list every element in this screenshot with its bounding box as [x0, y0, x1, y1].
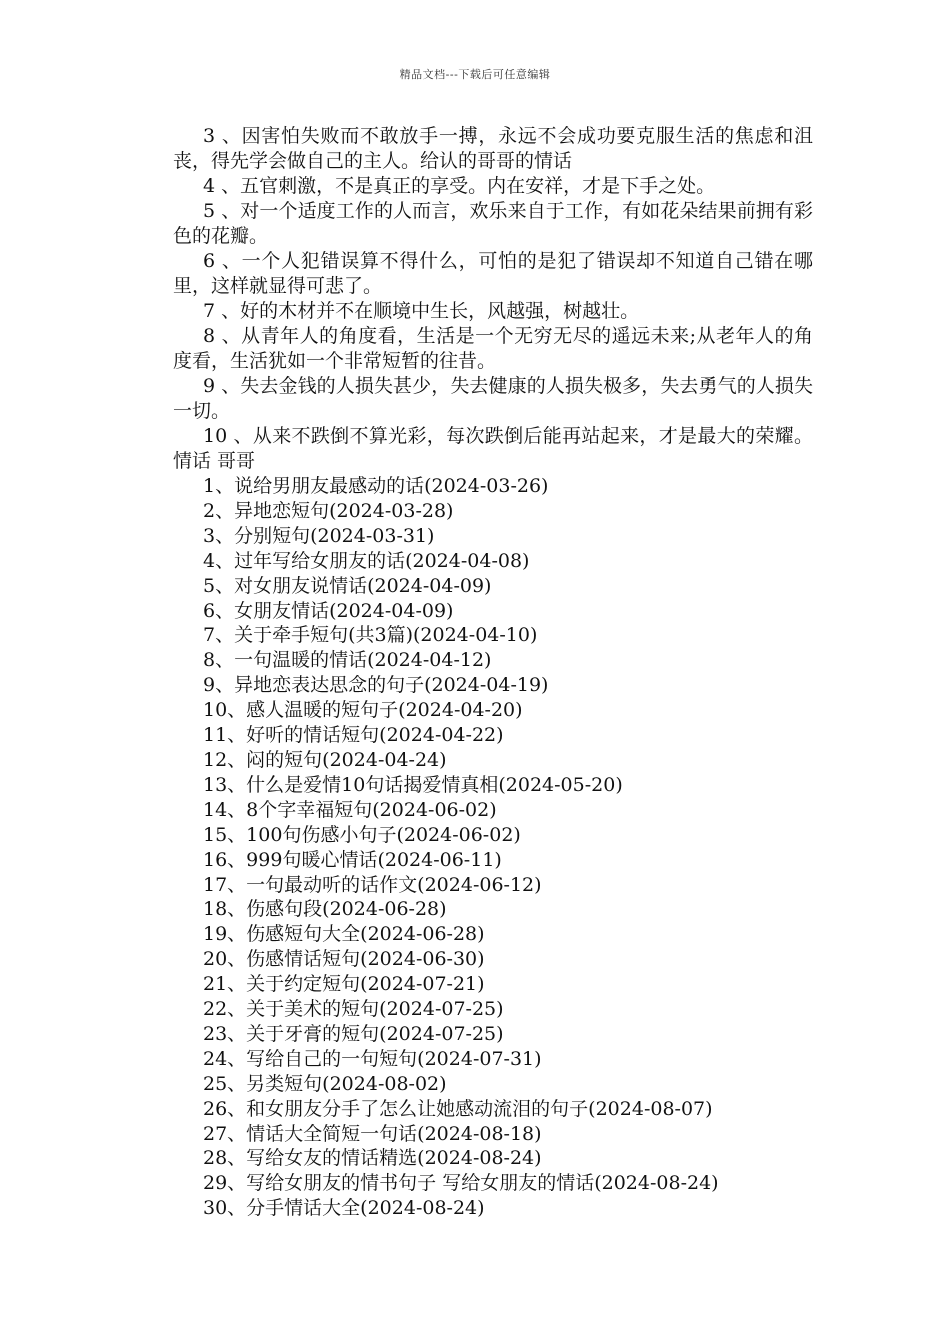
list-item[interactable]: 15、100句伤感小句子(2024-06-02)	[203, 823, 521, 846]
list-item[interactable]: 19、伤感短句大全(2024-06-28)	[203, 923, 485, 946]
list-item[interactable]: 28、写给女友的情话精选(2024-08-24)	[203, 1147, 542, 1170]
paragraph-7: 7 、好的木材并不在顺境中生长，风越强，树越壮。	[203, 300, 640, 322]
list-item[interactable]: 22、关于美术的短句(2024-07-25)	[203, 998, 504, 1021]
list-item[interactable]: 25、另类短句(2024-08-02)	[203, 1072, 447, 1095]
list-item[interactable]: 12、闷的短句(2024-04-24)	[203, 748, 447, 771]
paragraph-6: 6 、一个人犯错误算不得什么，可怕的是犯了错误却不知道自己错在哪里，这样就显得可悲了。	[173, 250, 813, 297]
list-item[interactable]: 14、8个字幸福短句(2024-06-02)	[203, 798, 497, 821]
list-item[interactable]: 1、说给男朋友最感动的话(2024-03-26)	[203, 475, 549, 497]
list-item[interactable]: 29、写给女朋友的情书句子 写给女朋友的情话(2024-08-24)	[203, 1172, 719, 1195]
paragraph-4: 4 、五官刺激，不是真正的享受。内在安祥，才是下手之处。	[203, 175, 716, 197]
paragraph-9: 9 、失去金钱的人损失甚少，失去健康的人损失极多，失去勇气的人损失一切。	[173, 375, 813, 422]
list-item[interactable]: 6、女朋友情话(2024-04-09)	[203, 599, 454, 622]
list-item[interactable]: 27、情话大全简短一句话(2024-08-18)	[203, 1122, 542, 1145]
list-item[interactable]: 30、分手情话大全(2024-08-24)	[203, 1197, 485, 1220]
list-item[interactable]: 7、关于牵手短句(共3篇)(2024-04-10)	[203, 624, 538, 647]
paragraph-3: 3 、因害怕失败而不敢放手一搏，永远不会成功要克服生活的焦虑和沮丧，得先学会做自己的主人。给认的哥哥的情话	[173, 125, 813, 172]
list-item[interactable]: 20、伤感情话短句(2024-06-30)	[203, 948, 485, 971]
list-item[interactable]: 11、好听的情话短句(2024-04-22)	[203, 724, 504, 747]
list-item[interactable]: 9、异地恋表达思念的句子(2024-04-19)	[203, 674, 549, 697]
list-item[interactable]: 16、999句暖心情话(2024-06-11)	[203, 848, 502, 871]
list-item[interactable]: 23、关于牙膏的短句(2024-07-25)	[203, 1022, 504, 1045]
paragraph-8: 8 、从青年人的角度看，生活是一个无穷无尽的遥远未来;从老年人的角度看，生活犹如一个非常短暂的往昔。	[173, 325, 813, 372]
list-item[interactable]: 4、过年写给女朋友的话(2024-04-08)	[203, 549, 530, 572]
document-body	[173, 124, 813, 1221]
list-item[interactable]: 18、伤感句段(2024-06-28)	[203, 898, 447, 921]
list-item[interactable]: 10、感人温暖的短句子(2024-04-20)	[203, 699, 523, 722]
list-item[interactable]: 21、关于约定短句(2024-07-21)	[203, 973, 485, 996]
list-item[interactable]: 13、什么是爱情10句话揭爱情真相(2024-05-20)	[203, 773, 623, 796]
paragraph-5: 5 、对一个适度工作的人而言，欢乐来自于工作，有如花朵结果前拥有彩色的花瓣。	[173, 200, 813, 247]
related-links-list	[173, 474, 813, 1221]
list-item[interactable]: 24、写给自己的一句短句(2024-07-31)	[203, 1047, 542, 1070]
list-item[interactable]: 26、和女朋友分手了怎么让她感动流泪的句子(2024-08-07)	[203, 1097, 713, 1120]
page-header: 精品文档---下载后可任意编辑	[399, 68, 551, 81]
list-item[interactable]: 17、一句最动听的话作文(2024-06-12)	[203, 873, 542, 896]
list-item[interactable]: 2、异地恋短句(2024-03-28)	[203, 499, 454, 522]
list-item[interactable]: 5、对女朋友说情话(2024-04-09)	[203, 574, 492, 597]
paragraph-10: 10 、从来不跌倒不算光彩，每次跌倒后能再站起来，才是最大的荣耀。情话 哥哥	[173, 425, 813, 472]
list-item[interactable]: 8、一句温暖的情话(2024-04-12)	[203, 649, 492, 672]
list-item[interactable]: 3、分别短句(2024-03-31)	[203, 524, 435, 547]
